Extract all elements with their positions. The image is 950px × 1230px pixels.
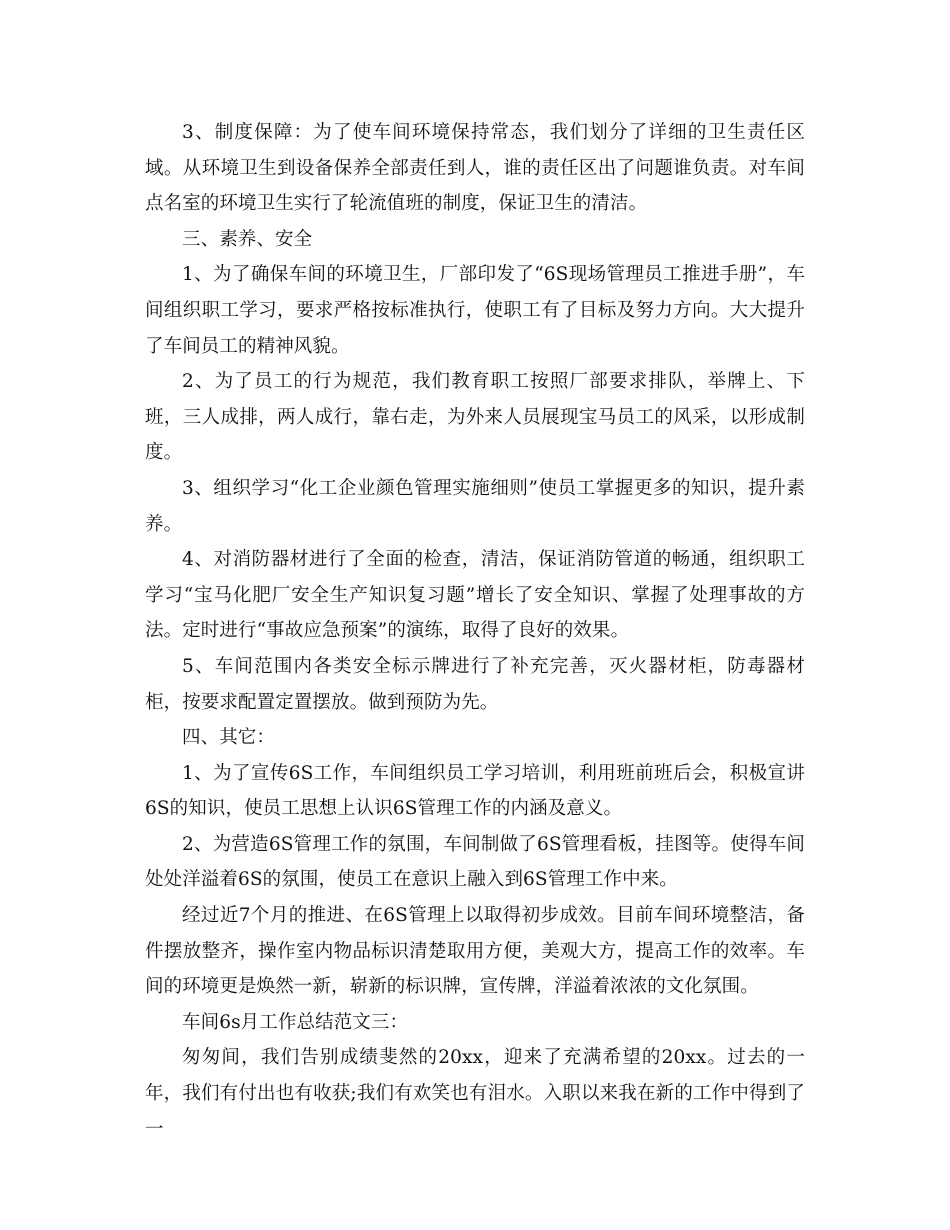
paragraph-conduct: 2、为了员工的行为规范，我们教育职工按照厂部要求排队，举牌上、下班，三人成排，两人成行，靠右走，为外来人员展现宝马员工的风采，以形成制度。 [145, 371, 805, 464]
paragraph-year-review: 匆匆间，我们告别成绩斐然的20xx，迎来了充满希望的20xx。过去的一年，我们有付出也有收获;我们有欢笑也有泪水。入职以来我在新的工作中得到了一 [145, 1047, 805, 1140]
section-heading-other: 四、其它： [182, 727, 276, 749]
paragraph-safety-signs: 5、车间范围内各类安全标示牌进行了补充完善，灭火器材柜，防毒器材柜，按要求配置定置摆放。做到预防为先。 [145, 655, 805, 713]
paragraph-color-management: 3、组织学习“化工企业颜色管理实施细则”使员工掌握更多的知识，提升素养。 [145, 477, 805, 535]
paragraph-system-guarantee: 3、制度保障：为了使车间环境保持常态，我们划分了详细的卫生责任区域。从环境卫生到设备保养全部责任到人，谁的责任区出了问题谁负责。对车间点名室的环境卫生实行了轮流值班的制度，保证卫生的清洁。 [145, 122, 805, 215]
section-heading-sample-three: 车间6s月工作总结范文三： [182, 1011, 409, 1033]
paragraph-atmosphere: 2、为营造6S管理工作的氛围，车间制做了6S管理看板，挂图等。使得车间处处洋溢着6S的氛围，使员工在意识上融入到6S管理工作中来。 [145, 833, 805, 891]
paragraph-results: 经过近7个月的推进、在6S管理上以取得初步成效。目前车间环境整洁，备件摆放整齐，操作室内物品标识清楚取用方便，美观大方，提高工作的效率。车间的环境更是焕然一新，崭新的标识牌，宣传牌，洋溢着浓浓的文化氛围。 [145, 905, 805, 998]
section-heading-quality-safety: 三、素养、安全 [182, 228, 313, 250]
paragraph-handbook: 1、为了确保车间的环境卫生，厂部印发了“6S现场管理员工推进手册”，车间组织职工学习，要求严格按标准执行，使职工有了目标及努力方向。大大提升了车间员工的精神风貌。 [145, 264, 805, 357]
document-body [145, 115, 805, 1147]
paragraph-fire-equipment: 4、对消防器材进行了全面的检查，清洁，保证消防管道的畅通，组织职工学习“宝马化肥厂安全生产知识复习题”增长了安全知识、掌握了处理事故的方法。定时进行“事故应急预案”的演练，取得了良好的效果。 [145, 549, 805, 642]
paragraph-publicity: 1、为了宣传6S工作，车间组织员工学习培训，利用班前班后会，积极宣讲6S的知识，使员工思想上认识6S管理工作的内涵及意义。 [145, 762, 805, 820]
